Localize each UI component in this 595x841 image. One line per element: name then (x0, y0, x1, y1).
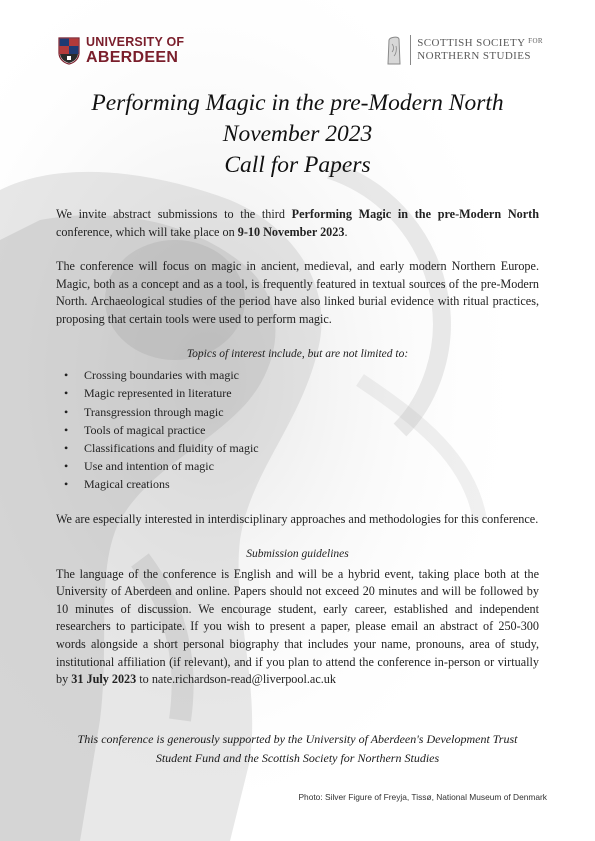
bullet: • (64, 404, 69, 419)
sssns-logo-line1: SCOTTISH SOCIETY (417, 37, 526, 50)
topics-list (56, 367, 539, 494)
aberdeen-logo-line1: UNIVERSITY OF (86, 35, 185, 49)
bullet: • (64, 477, 69, 492)
submission-paragraph: The language of the conference is English and will be a hybrid event, taking place both at the University of Aberdeen and online. Papers should not exceed 20 minutes and will be followed by 10 minutes of discussion. We encourage student, early career, established and independent researchers to participate. If you wish to present a paper, please email an abstract of 250-300 words alongside a short personal biography that includes your name, pronouns, area of study, institutional affiliation (if relevant), and if you plan to attend the conference in-person or virtually by 31 July 2023 to nate.richardson-read@liverpool.ac.uk (56, 566, 539, 687)
list-item: • Crossing boundaries with magic (56, 367, 539, 385)
submission-deadline: 31 July 2023 (71, 672, 137, 687)
conference-name: Performing Magic in the pre-Modern North (291, 207, 539, 221)
submission-heading: Submission guidelines (246, 548, 349, 561)
intro-paragraph: We invite abstract submissions to the third Performing Magic in the pre-Modern North conference, which will take place on 9-10 November 2023. (56, 207, 539, 239)
interest-paragraph: We are especially interested in interdisciplinary approaches and methodologies for this conference. (56, 512, 539, 527)
list-item: • Classifications and fluidity of magic (56, 440, 539, 458)
page-title (0, 88, 595, 181)
conference-dates: 9-10 November 2023 (237, 224, 345, 239)
focus-paragraph: The conference will focus on magic in ancient, medieval, and early modern Northern Europe. Magic, both as a concept and as a tool, is frequently featured in textual sources of the pre-Modern North. Archaeological studies of the period have also linked burial evidence with ritual practices, proposing that certain tools were used to perform magic. (56, 259, 539, 326)
title-line-3: Call for Papers (224, 152, 371, 178)
list-item: • Tools of magical practice (56, 422, 539, 440)
aberdeen-crest-icon (58, 37, 80, 65)
title-line-2: November 2023 (222, 121, 373, 147)
sssns-logo-line2: NORTHERN STUDIES (417, 50, 531, 62)
support-statement (40, 730, 555, 768)
logo-divider (410, 35, 411, 65)
title-line-1: Performing Magic in the pre-Modern North (91, 90, 504, 116)
bullet: • (64, 459, 69, 474)
topics-heading: Topics of interest include, but are not limited to: (186, 347, 409, 360)
list-item: • Magic represented in literature (56, 385, 539, 403)
list-item: • Magical creations (56, 476, 539, 494)
aberdeen-logo-line2: ABERDEEN (86, 48, 179, 66)
bullet: • (64, 368, 69, 383)
contact-email: nate.richardson-read@liverpool.ac.uk (151, 672, 336, 687)
sssns-logo-for: FOR (528, 37, 543, 46)
support-line-2: Student Fund and the Scottish Society for Northern Studies (155, 751, 440, 765)
bullet: • (64, 386, 69, 401)
support-line-1: This conference is generously supported by the University of Aberdeen's Development Trust (77, 732, 518, 746)
bullet: • (64, 440, 69, 455)
photo-credit: Photo: Silver Figure of Freyja, Tissø, National Museum of Denmark (298, 792, 547, 802)
scottish-society-logo (384, 34, 543, 66)
main-content (56, 206, 539, 689)
standing-stone-icon (384, 34, 404, 66)
list-item: • Use and intention of magic (56, 458, 539, 476)
list-item: • Transgression through magic (56, 404, 539, 422)
university-of-aberdeen-logo (58, 36, 184, 66)
bullet: • (64, 422, 69, 437)
